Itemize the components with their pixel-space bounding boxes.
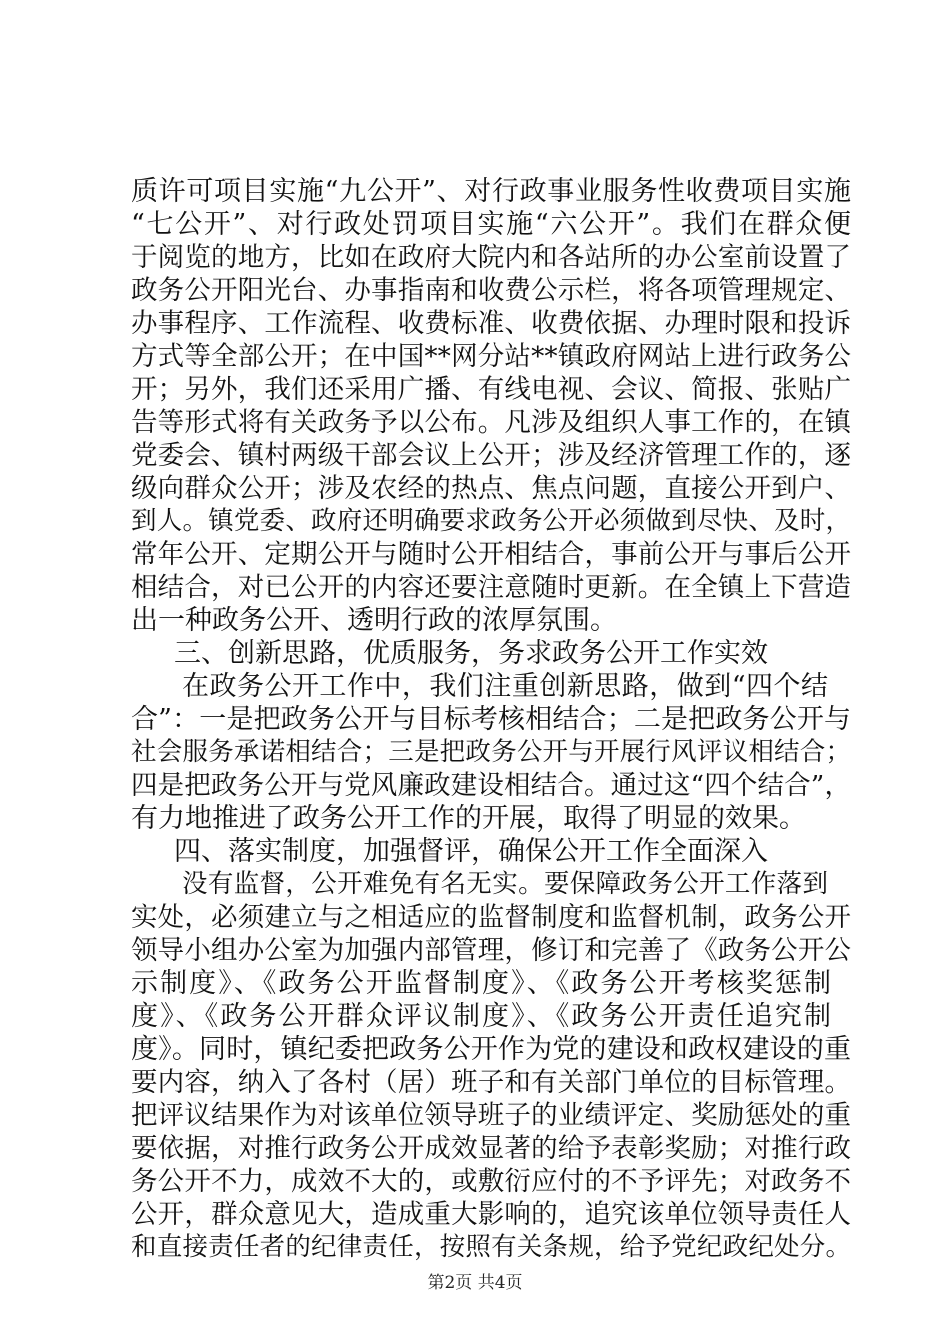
text-line: 务公开不力，成效不大的，或敷衍应付的不予评先；对政务不 xyxy=(131,1166,851,1197)
text-line: 社会服务承诺相结合；三是把政务公开与开展行风评议相结合； xyxy=(131,737,851,767)
text-line: 于阅览的地方，比如在政府大院内和各站所的办公室前设置了 xyxy=(131,242,851,273)
text-line: 级向群众公开；涉及农经的热点、焦点问题，直接公开到户、 xyxy=(131,473,851,504)
text-line: “七公开”、对行政处罚项目实施“六公开”。我们在群众便 xyxy=(131,209,851,240)
text-line: 出一种政务公开、透明行政的浓厚氛围。 xyxy=(131,605,617,636)
text-line: 度》、《政务公开群众评议制度》、《政务公开责任追究制 xyxy=(131,1001,831,1032)
text-line: 有力地推进了政务公开工作的开展，取得了明显的效果。 xyxy=(131,803,806,834)
text-line: 公开，群众意见大，造成重大影响的，追究该单位领导责任人 xyxy=(131,1199,851,1230)
text-line: 要内容，纳入了各村（居）班子和有关部门单位的目标管理。 xyxy=(131,1067,851,1098)
section-heading: 三、创新思路，优质服务，务求政务公开工作实效 xyxy=(174,638,768,669)
text-line: 开；另外，我们还采用广播、有线电视、会议、简报、张贴广 xyxy=(131,374,851,405)
text-line: 和直接责任者的纪律责任，按照有关条规，给予党纪政纪处分。 xyxy=(131,1232,851,1262)
text-line: 没有监督，公开难免有名无实。要保障政务公开工作落到 xyxy=(182,869,828,899)
text-line: 告等形式将有关政务予以公布。凡涉及组织人事工作的，在镇 xyxy=(131,407,851,438)
text-line: 领导小组办公室为加强内部管理，修订和完善了《政务公开公 xyxy=(131,935,851,966)
text-line: 把评议结果作为对该单位领导班子的业绩评定、奖励惩处的重 xyxy=(131,1100,851,1131)
text-line: 要依据，对推行政务公开成效显著的给予表彰奖励；对推行政 xyxy=(131,1133,851,1164)
text-line: 政务公开阳光台、办事指南和收费公示栏，将各项管理规定、 xyxy=(131,275,851,306)
page-footer: 第2页 共4页 xyxy=(427,1273,523,1293)
text-line: 示制度》、《政务公开监督制度》、《政务公开考核奖惩制 xyxy=(131,968,831,999)
text-line: 质许可项目实施“九公开”、对行政事业服务性收费项目实施 xyxy=(131,176,851,207)
text-line: 到人。镇党委、政府还明确要求政务公开必须做到尽快、及时， xyxy=(131,506,851,536)
text-line: 常年公开、定期公开与随时公开相结合，事前公开与事后公开 xyxy=(131,539,851,570)
text-line: 实处，必须建立与之相适应的监督制度和监督机制，政务公开 xyxy=(131,902,851,933)
text-line: 在政务公开工作中，我们注重创新思路，做到“四个结 xyxy=(182,671,828,702)
text-line: 相结合，对已公开的内容还要注意随时更新。在全镇上下营造 xyxy=(131,572,851,603)
text-line: 党委会、镇村两级干部会议上公开；涉及经济管理工作的，逐 xyxy=(131,440,851,471)
text-line: 四是把政务公开与党风廉政建设相结合。通过这“四个结合”， xyxy=(131,770,851,801)
section-heading: 四、落实制度，加强督评，确保公开工作全面深入 xyxy=(174,836,768,867)
text-line: 度》。同时，镇纪委把政务公开作为党的建设和政权建设的重 xyxy=(131,1034,851,1065)
text-line: 方式等全部公开；在中国**网分站**镇政府网站上进行政务公 xyxy=(131,341,851,372)
text-line: 办事程序、工作流程、收费标准、收费依据、办理时限和投诉 xyxy=(131,308,851,339)
text-line: 合”：一是把政务公开与目标考核相结合；二是把政务公开与 xyxy=(131,704,851,735)
